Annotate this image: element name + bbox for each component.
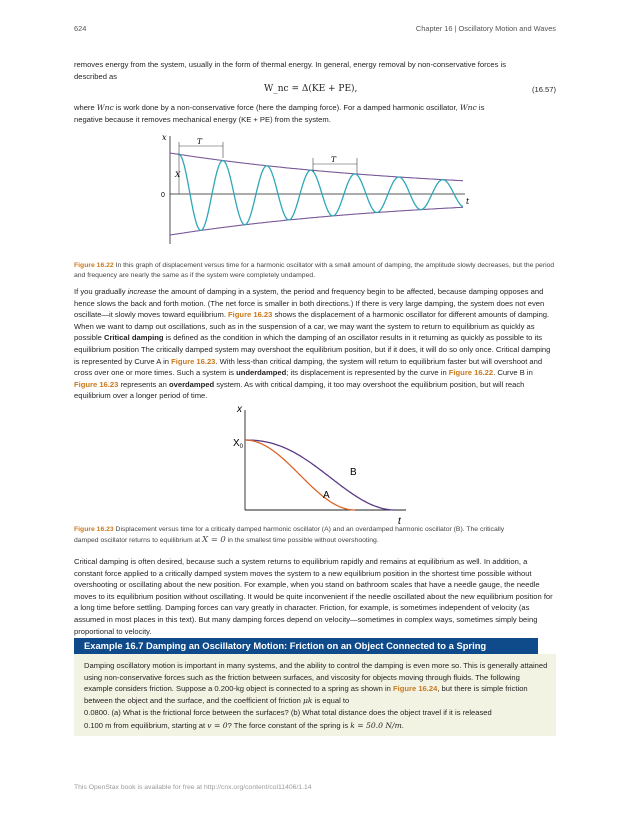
ex-a: Damping oscillatory motion is important in many systems, and the ability to control the damping is even more so. This is generally attained using non-conservative forces such as the friction between surfaces, and viscosity for objects moving through fluids. The following example considers friction. Suppose a 0.200-kg object is connected to a spring as shown in [84, 661, 548, 694]
figure-16-22-graph [150, 132, 480, 250]
x-equals-zero: X = 0 [202, 533, 226, 544]
damped-oscillation-curve [178, 154, 463, 230]
figure-16-23-link[interactable]: Figure 16.23 [228, 310, 273, 320]
figure-16-22-caption-text: In this graph of displacement versus time for a harmonic oscillator with a small amount of damping, the amplitude slowly decreases, but the period and frequency are nearly the same as if the system were completely undamped. [74, 262, 555, 279]
figure-16-23-graph [226, 402, 416, 526]
example-title-bar [74, 638, 538, 654]
intro-line-2: described as [74, 71, 118, 81]
p1-k: ; its displacement is represented by the curve in [286, 368, 449, 378]
fig2-caption-a: Displacement versus time for a critically damped harmonic oscillator (A) and an overdamped harmonic oscillator (B). The critically [113, 526, 505, 533]
p1-c: the amount of damping in a system, the period and frequency begin to be affected, because damping opposes and hence slows the back and forth motion. (The net force is smaller in both directions.) If there is very large damping, the system does not even oscillate—it slowly moves toward equilibrium. [74, 287, 545, 320]
figure-16-24-link[interactable]: Figure 16.24 [393, 684, 438, 694]
page-number: 624 [74, 24, 87, 33]
where-text-c: is [476, 103, 485, 112]
fig2-caption-b: damped oscillator returns to equilibrium at [74, 536, 203, 544]
equation-16-57 [74, 84, 556, 98]
figure-16-23-label: Figure 16.23 [74, 526, 114, 533]
ex-f: 0.100 m from equilibrium, starting at [84, 721, 208, 730]
critical-damping-paragraph: Critical damping is often desired, because such a system returns to equilibrium rapidly and remains at equilibrium as well. In addition, a constant force applied to a critically damped system moves the system to a new equilibrium position in the shortest time possible without overshooting or oscillating about the new position. For example, when you stand on bathroom scales that have a needle gauge, the needle moves to its equilibrium position without oscillating. It would be quite inconvenient if the needle oscillated about the new equilibrium position for a long time before settling. Damping forces can vary greatly in character. Friction, for example, is sometimes independent of velocity (as assumed in most places in this text). But many damping forces depend on velocity—sometimes in complex ways, sometimes simply being proportional to velocity. [74, 557, 553, 636]
critical-damping-term: Critical damping [103, 333, 164, 343]
amplitude-label: X [175, 170, 181, 179]
period-label-1: T [197, 137, 203, 146]
fig2-caption-c: in the smallest time possible without overshooting. [225, 536, 379, 544]
wnc-symbol: Wnc [96, 103, 114, 112]
p1-g: is defined as the condition in which the damping of an oscillator results in it returning as quickly as possible to its equilibrium position The critically damped system may overshoot the equilibrium position, but if it does, it will do so only once. Critical damping is represented by Curve A in [74, 333, 551, 366]
x0-label: $X_0$ [233, 438, 244, 450]
ex-g: ? The force constant of the spring is [227, 721, 351, 730]
p1-q: system. As with critical damping, it too may overshoot the equilibrium position, but will reach equilibrium over a longer period of time. [74, 379, 525, 401]
equation-number: (16.57) [531, 85, 556, 94]
p1-o: represents an [118, 379, 169, 389]
intro-paragraph [74, 59, 556, 82]
curve-b-label: B [350, 467, 357, 478]
axis-x-label: x [162, 133, 167, 142]
ex-h: . [401, 721, 404, 730]
figure-16-22-label: Figure 16.22 [74, 262, 114, 269]
figure-16-23-caption [74, 525, 556, 545]
where-line-4: negative because it removes mechanical energy (KE + PE) from the system. [74, 114, 331, 124]
curve-a-critically-damped [245, 440, 355, 510]
axis-t-label: t [398, 516, 401, 526]
example-title: Example 16.7 Damping an Oscillatory Motion: Friction on an Object Connected to a Spring [84, 640, 487, 651]
figure-16-23-link-3[interactable]: Figure 16.23 [74, 379, 119, 389]
spring-constant: k = 50.0 N/m [350, 721, 402, 730]
p1-i: . With less-than critical damping, the system will return to equilibrium faster but will overshoot and cross over one or more times. Such a system is [74, 356, 543, 378]
example-text-2 [84, 706, 550, 732]
where-paragraph [74, 102, 556, 125]
equation-formula: W_nc = Δ(KE + PE), [264, 84, 358, 94]
axis-t-label: t [466, 197, 470, 206]
curve-b-overdamped [245, 440, 395, 510]
damping-paragraph [74, 286, 556, 402]
figure-16-23-link-2[interactable]: Figure 16.23 [171, 356, 216, 366]
example-text [84, 660, 550, 706]
envelope-bottom [170, 207, 463, 235]
figure-16-22-caption [74, 261, 556, 280]
p1-e: shows the displacement of a harmonic oscillator for different amounts of damping. When we want to damp out oscillations, such as in the suspension of a car, we may want the system to return to equilibrium as quickly as possible [74, 310, 550, 343]
example-body [74, 654, 556, 736]
period-label-2: T [331, 155, 337, 164]
where-text-b: is work done by a non-conservative force (here the damping force). For a damped harmonic oscillator, [113, 103, 460, 112]
p1-a: If you gradually [74, 287, 128, 296]
ex-d: is equal to [312, 695, 350, 705]
v-equals-zero: v = 0 [207, 721, 228, 730]
ex-e: 0.0800. (a) What is the frictional force between the surfaces? (b) What total distance does the object travel if it is released [84, 708, 492, 717]
intro-line-1: removes energy from the system, usually in the form of thermal energy. In general, energy removal by non-conservative forces is [74, 60, 507, 69]
p1-m: . Curve B in [493, 368, 533, 378]
curve-a-label: A [323, 490, 330, 501]
ex-c: , but there is simple friction between the object and the surface, and the coefficient of friction [84, 684, 528, 705]
figure-16-22-link[interactable]: Figure 16.22 [448, 368, 494, 378]
zero-label: 0 [161, 192, 165, 199]
underdamped-term: underdamped [236, 368, 287, 378]
overdamped-term: overdamped [168, 379, 215, 389]
footer-note: This OpenStax book is available for free at http://cnx.org/content/col11406/1.14 [74, 784, 312, 791]
p1-increase: increase [127, 287, 157, 296]
wnc-symbol-2: Wnc [459, 103, 477, 112]
where-text-a: where [74, 103, 97, 112]
chapter-title: Chapter 16 | Oscillatory Motion and Waves [415, 24, 556, 33]
mu-k-symbol: μk [302, 695, 313, 705]
axis-x-label: x [237, 404, 242, 415]
